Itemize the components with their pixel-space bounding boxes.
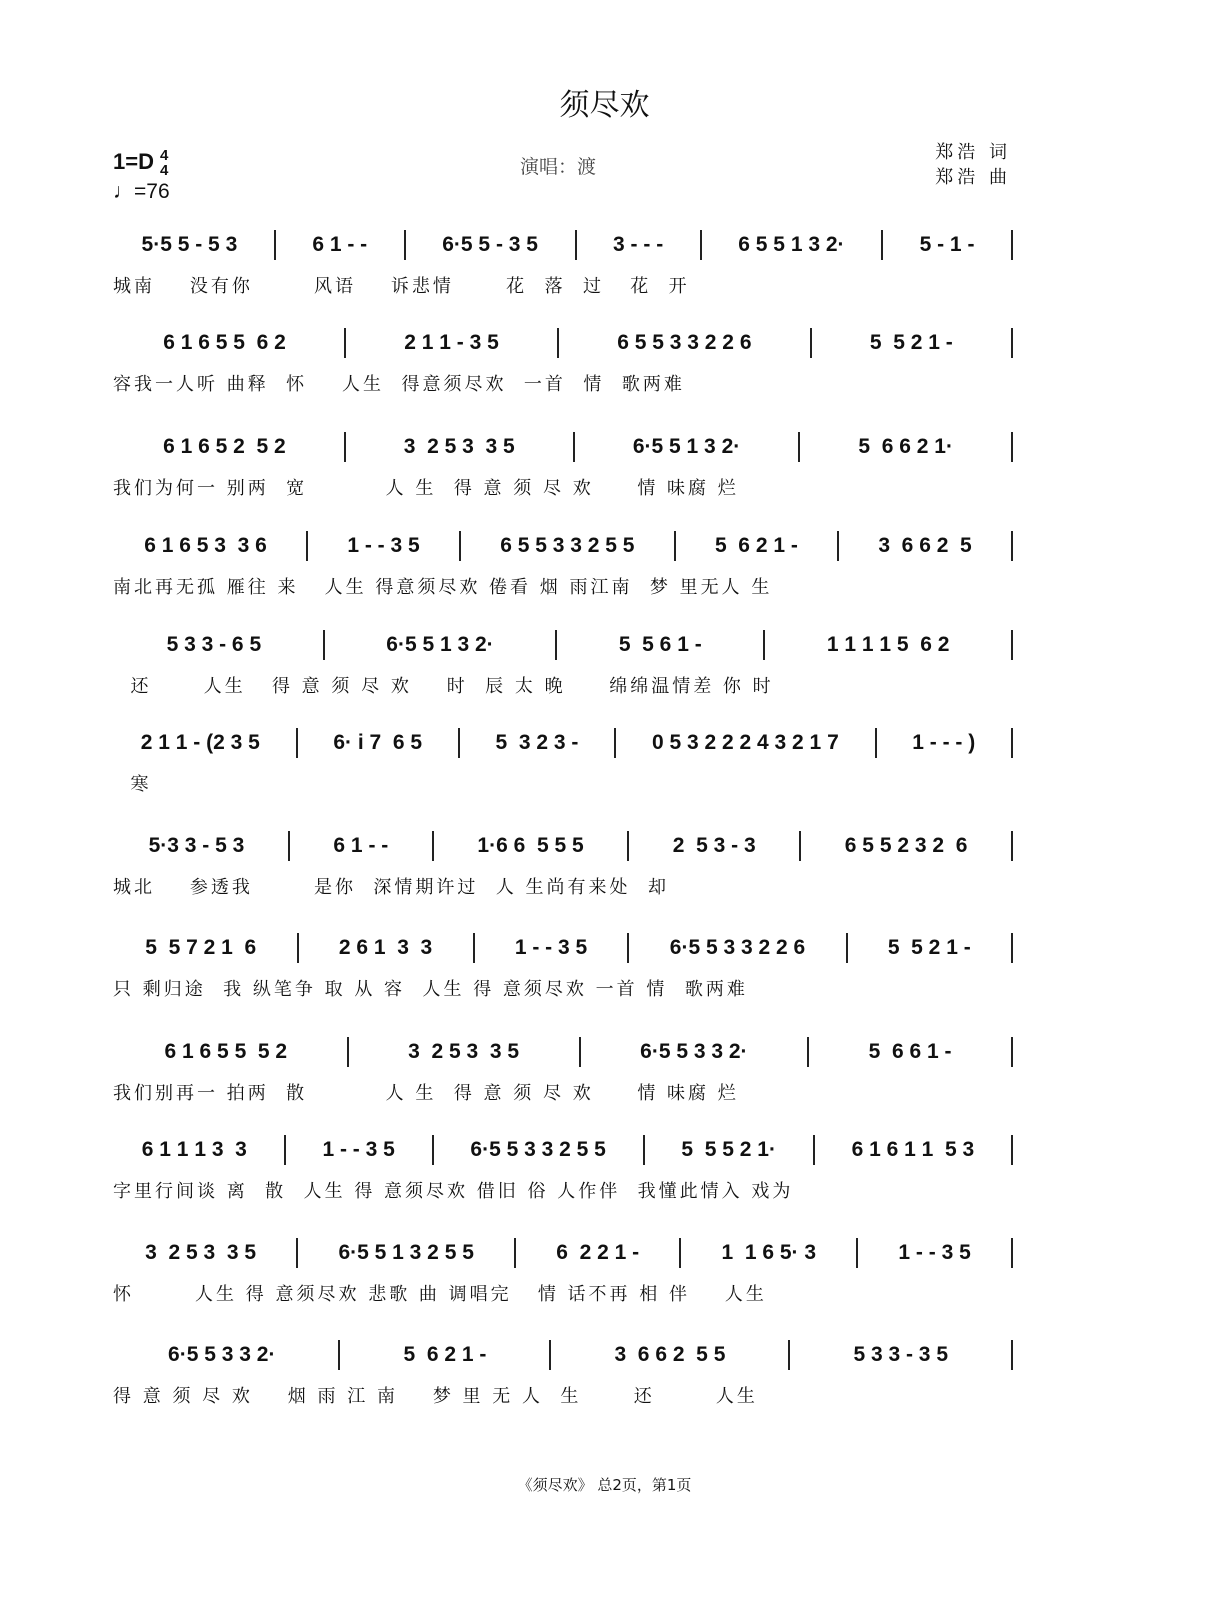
score-row [113, 829, 1013, 899]
measure: 1 - - - ) [877, 728, 1014, 758]
score-row [113, 1338, 1013, 1408]
measure: 6·5 5 1 3 2 5 5 [298, 1238, 516, 1268]
measure: 1 - - 3 5 [308, 531, 461, 561]
measure: 1 1 1 1 5 6 2 [765, 630, 1013, 660]
measure: 1 - - 3 5 [475, 933, 630, 963]
lyrics-line: 只 剩归途 我 纵笔争 取 从 容 人生 得 意须尽欢 一首 情 歌两难 [113, 979, 748, 1000]
time-sig-bottom: 4 [159, 162, 169, 179]
measure: 6·5 5 1 3 2· [575, 432, 801, 462]
measure: 5 5 7 2 1 6 [113, 933, 299, 963]
measure: 5 3 2 3 - [460, 728, 616, 758]
measure: 2 5 3 - 3 [629, 831, 801, 861]
measure: 6 5 5 1 3 2· [702, 230, 883, 260]
measure: 5·3 3 - 5 3 [113, 831, 290, 861]
measure: 5 5 2 1 - [848, 933, 1013, 963]
score-row [113, 931, 1013, 1001]
measure: 1 1 6 5· 3 [681, 1238, 858, 1268]
measure: 6 1 6 5 3 3 6 [113, 531, 308, 561]
score-row [113, 1236, 1013, 1306]
song-title: 须尽欢 [559, 88, 650, 123]
score-row [113, 628, 1013, 698]
measure: 3 - - - [577, 230, 702, 260]
measure: 2 1 1 - (2 3 5 [113, 728, 298, 758]
measure: 2 6 1 3 3 [299, 933, 475, 963]
lyrics-line: 怀 人生 得 意须尽欢 悲歌 曲 调唱完 情 话不再 相 伴 人生 [113, 1284, 767, 1305]
measure: 5 6 6 2 1· [800, 432, 1013, 462]
lyrics-line: 得 意 须 尽 欢 烟 雨 江 南 梦 里 无 人 生 还 人生 [113, 1386, 758, 1407]
measure: 5 6 2 1 - [340, 1340, 551, 1370]
measure: 6·5 5 3 3 2 5 5 [434, 1135, 645, 1165]
time-signature [160, 148, 168, 178]
tempo-marking: ♩=76 [113, 180, 170, 203]
measure: 6 1 6 1 1 5 3 [815, 1135, 1013, 1165]
notation-line [113, 829, 1013, 863]
notation-line [113, 1236, 1013, 1270]
measure: 3 2 5 3 3 5 [113, 1238, 298, 1268]
measure: 6· i 7 6 5 [298, 728, 460, 758]
measure: 5 5 2 1 - [812, 328, 1013, 358]
measure: 3 6 6 2 5 5 [551, 1340, 790, 1370]
key: 1=D [113, 148, 154, 174]
measure: 1 - - 3 5 [858, 1238, 1013, 1268]
measure: 5 - 1 - [883, 230, 1013, 260]
measure: 3 2 5 3 3 5 [346, 432, 575, 462]
measure: 6·5 5 3 3 2· [581, 1037, 809, 1067]
measure: 6·5 5 3 3 2 2 6 [629, 933, 847, 963]
page-footer: 《须尽欢》 总2页，第1页 [517, 1476, 692, 1494]
score-row [113, 1035, 1013, 1105]
measure: 6 1 6 5 5 6 2 [113, 328, 346, 358]
measure: 6 1 - - [276, 230, 406, 260]
time-sig-top: 4 [159, 147, 169, 164]
measure: 6 5 5 3 3 2 2 6 [559, 328, 812, 358]
measure: 5 3 3 - 6 5 [113, 630, 325, 660]
measure: 5 5 6 1 - [557, 630, 765, 660]
measure: 6 1 6 5 2 5 2 [113, 432, 346, 462]
measure: 6 1 1 1 3 3 [113, 1135, 286, 1165]
measure: 0 5 3 2 2 2 4 3 2 1 7 [616, 728, 876, 758]
notation-line [113, 228, 1013, 262]
lyrics-line: 城北 参透我 是你 深情期许过 人 生尚有来处 却 [113, 877, 669, 898]
measure: 3 2 5 3 3 5 [349, 1037, 581, 1067]
lyrics-line: 我们别再一 拍两 散 人 生 得 意 须 尽 欢 情 味腐 烂 [113, 1083, 739, 1104]
measure: 5 3 3 - 3 5 [790, 1340, 1013, 1370]
lyrics-line: 寒 [113, 774, 152, 795]
credits [935, 140, 1011, 190]
notation-line [113, 931, 1013, 965]
score-row [113, 1133, 1013, 1203]
measure: 6 1 - - [290, 831, 434, 861]
measure: 6·5 5 3 3 2· [113, 1340, 340, 1370]
lyrics-line: 字里行间谈 离 散 人生 得 意须尽欢 借旧 俗 人作伴 我懂此情入 戏为 [113, 1181, 794, 1202]
lyrics-line: 南北再无孤 雁往 来 人生 得意须尽欢 倦看 烟 雨江南 梦 里无人 生 [113, 577, 773, 598]
measure: 3 6 6 2 5 [839, 531, 1013, 561]
notation-line [113, 1338, 1013, 1372]
score-row [113, 228, 1013, 298]
measure: 6 1 6 5 5 5 2 [113, 1037, 349, 1067]
score-row [113, 726, 1013, 796]
measure: 5 6 6 1 - [809, 1037, 1013, 1067]
measure: 1·6 6 5 5 5 [434, 831, 629, 861]
lyricist: 郑浩 词 [935, 142, 1011, 163]
lyrics-line: 我们为何一 别两 宽 人 生 得 意 须 尽 欢 情 味腐 烂 [113, 478, 739, 499]
lyrics-line: 还 人生 得 意 须 尽 欢 时 辰 太 晚 绵绵温情差 你 时 [113, 676, 774, 697]
measure: 1 - - 3 5 [286, 1135, 434, 1165]
lyrics-line: 城南 没有你 风语 诉悲情 花 落 过 花 开 [113, 276, 690, 297]
measure: 6 5 5 3 3 2 5 5 [461, 531, 676, 561]
lyrics-line: 容我一人听 曲释 怀 人生 得意须尽欢 一首 情 歌两难 [113, 374, 685, 395]
score-row [113, 529, 1013, 599]
notation-line [113, 628, 1013, 662]
measure: 5·5 5 - 5 3 [113, 230, 276, 260]
notation-line [113, 529, 1013, 563]
notation-line [113, 1035, 1013, 1069]
measure: 2 1 1 - 3 5 [346, 328, 559, 358]
notation-line [113, 430, 1013, 464]
notation-line [113, 726, 1013, 760]
measure: 6 2 2 1 - [516, 1238, 681, 1268]
measure: 6·5 5 1 3 2· [325, 630, 558, 660]
measure: 6·5 5 - 3 5 [406, 230, 577, 260]
notation-line [113, 1133, 1013, 1167]
key-signature [113, 148, 168, 178]
measure: 5 5 5 2 1· [645, 1135, 815, 1165]
notation-line [113, 326, 1013, 360]
composer: 郑浩 曲 [935, 167, 1011, 188]
measure: 5 6 2 1 - [676, 531, 839, 561]
score-row [113, 326, 1013, 396]
score-row [113, 430, 1013, 500]
measure: 6 5 5 2 3 2 6 [801, 831, 1013, 861]
singer: 演唱：渡 [520, 156, 597, 178]
